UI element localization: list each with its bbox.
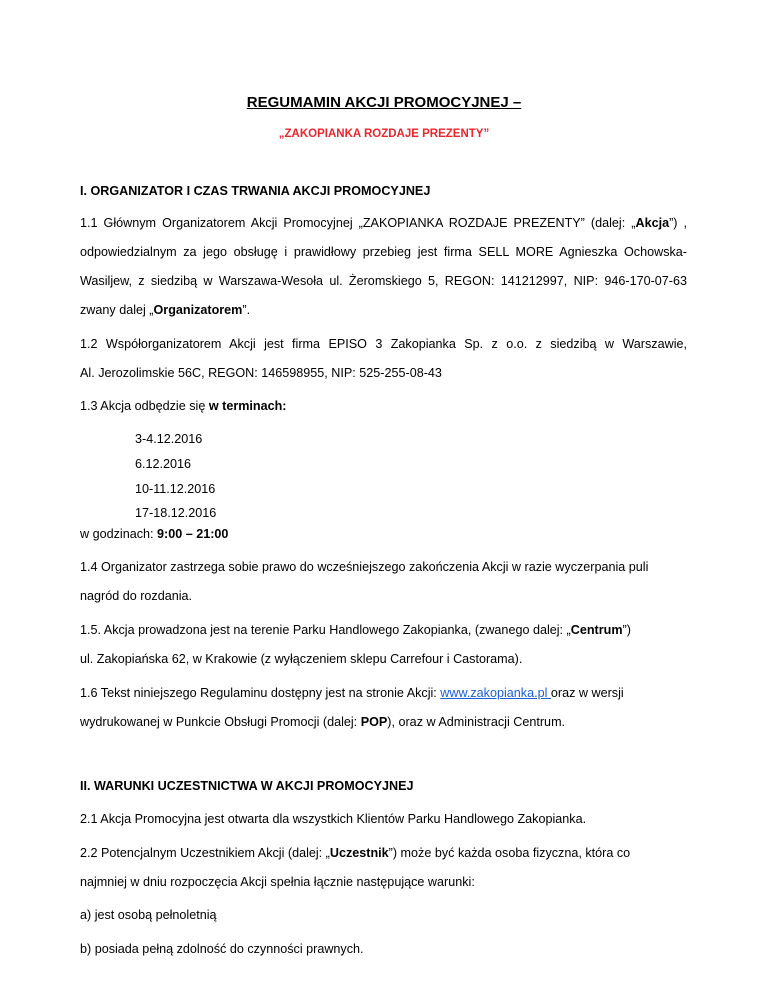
paragraph-1-5-line-2: ul. Zakopiańska 62, w Krakowie (z wyłączeniem sklepu Carrefour i Castorama). <box>80 652 523 666</box>
promotion-name: „ZAKOPIANKA ROZDAJE PREZENTY” <box>278 128 490 140</box>
condition-b: b) posiada pełną zdolność do czynności prawnych. <box>80 942 364 956</box>
paragraph-2-1: 2.1 Akcja Promocyjna jest otwarta dla wszystkich Klientów Parku Handlowego Zakopianka. <box>80 812 587 826</box>
paragraph-1-1-line-1: 1.1 Głównym Organizatorem Akcji Promocyjnej „ZAKOPIANKA ROZDAJE PREZENTY” (dalej: „Akcja”) , <box>80 216 688 230</box>
paragraph-2-2-line-1: 2.2 Potencjalnym Uczestnikiem Akcji (dalej: „Uczestnik”) może być każda osoba fizyczna, która co <box>80 846 631 860</box>
paragraph-2-2-line-2: najmniej w dniu rozpoczęcia Akcji spełnia łącznie następujące warunki: <box>80 875 475 889</box>
paragraph-1-2-line-1: 1.2 Współorganizatorem Akcji jest firma EPISO 3 Zakopianka Sp. z o.o. z siedzibą w Warszawie, <box>80 337 687 351</box>
paragraph-1-3: 1.3 Akcja odbędzie się w terminach: <box>80 399 287 413</box>
website-link[interactable]: www.zakopianka.pl <box>440 686 551 700</box>
section-heading-2: II. WARUNKI UCZESTNICTWA W AKCJI PROMOCYJNEJ <box>80 779 414 793</box>
paragraph-1-2-line-2: Al. Jerozolimskie 56C, REGON: 146598955, NIP: 525-255-08-43 <box>80 366 442 380</box>
paragraph-1-4-line-2: nagród do rozdania. <box>80 589 193 603</box>
section-heading-1: I. ORGANIZATOR I CZAS TRWANIA AKCJI PROMOCYJNEJ <box>80 184 431 198</box>
paragraph-1-5-line-1: 1.5. Akcja prowadzona jest na terenie Parku Handlowego Zakopianka, (zwanego dalej: „Centrum”) <box>80 623 631 637</box>
opening-hours: w godzinach: 9:00 – 21:00 <box>80 527 229 541</box>
date-item: 3-4.12.2016 <box>135 432 203 446</box>
paragraph-1-4-line-1: 1.4 Organizator zastrzega sobie prawo do wcześniejszego zakończenia Akcji w razie wyczerpania puli <box>80 560 649 574</box>
date-item: 6.12.2016 <box>135 457 192 471</box>
paragraph-1-1-line-2: odpowiedzialnym za jego obsługę i prawidłowy przebieg jest firma SELL MORE Agnieszka Ochowska- <box>80 245 687 259</box>
document-title: REGUMAMIN AKCJI PROMOCYJNEJ – <box>246 94 522 111</box>
paragraph-1-6-line-2: wydrukowanej w Punkcie Obsługi Promocji (dalej: POP), oraz w Administracji Centrum. <box>80 715 566 729</box>
paragraph-1-1-line-3: Wasiljew, z siedzibą w Warszawa-Wesoła ul. Żeromskiego 5, REGON: 141212997, NIP: 946-170-07-63 <box>80 274 687 288</box>
date-item: 17-18.12.2016 <box>135 506 217 520</box>
date-item: 10-11.12.2016 <box>135 482 216 496</box>
condition-a: a) jest osobą pełnoletnią <box>80 908 217 922</box>
paragraph-1-6-line-1: 1.6 Tekst niniejszego Regulaminu dostępny jest na stronie Akcji: www.zakopianka.pl oraz w wersji <box>80 686 624 700</box>
paragraph-1-1-line-4: zwany dalej „Organizatorem”. <box>80 303 251 317</box>
